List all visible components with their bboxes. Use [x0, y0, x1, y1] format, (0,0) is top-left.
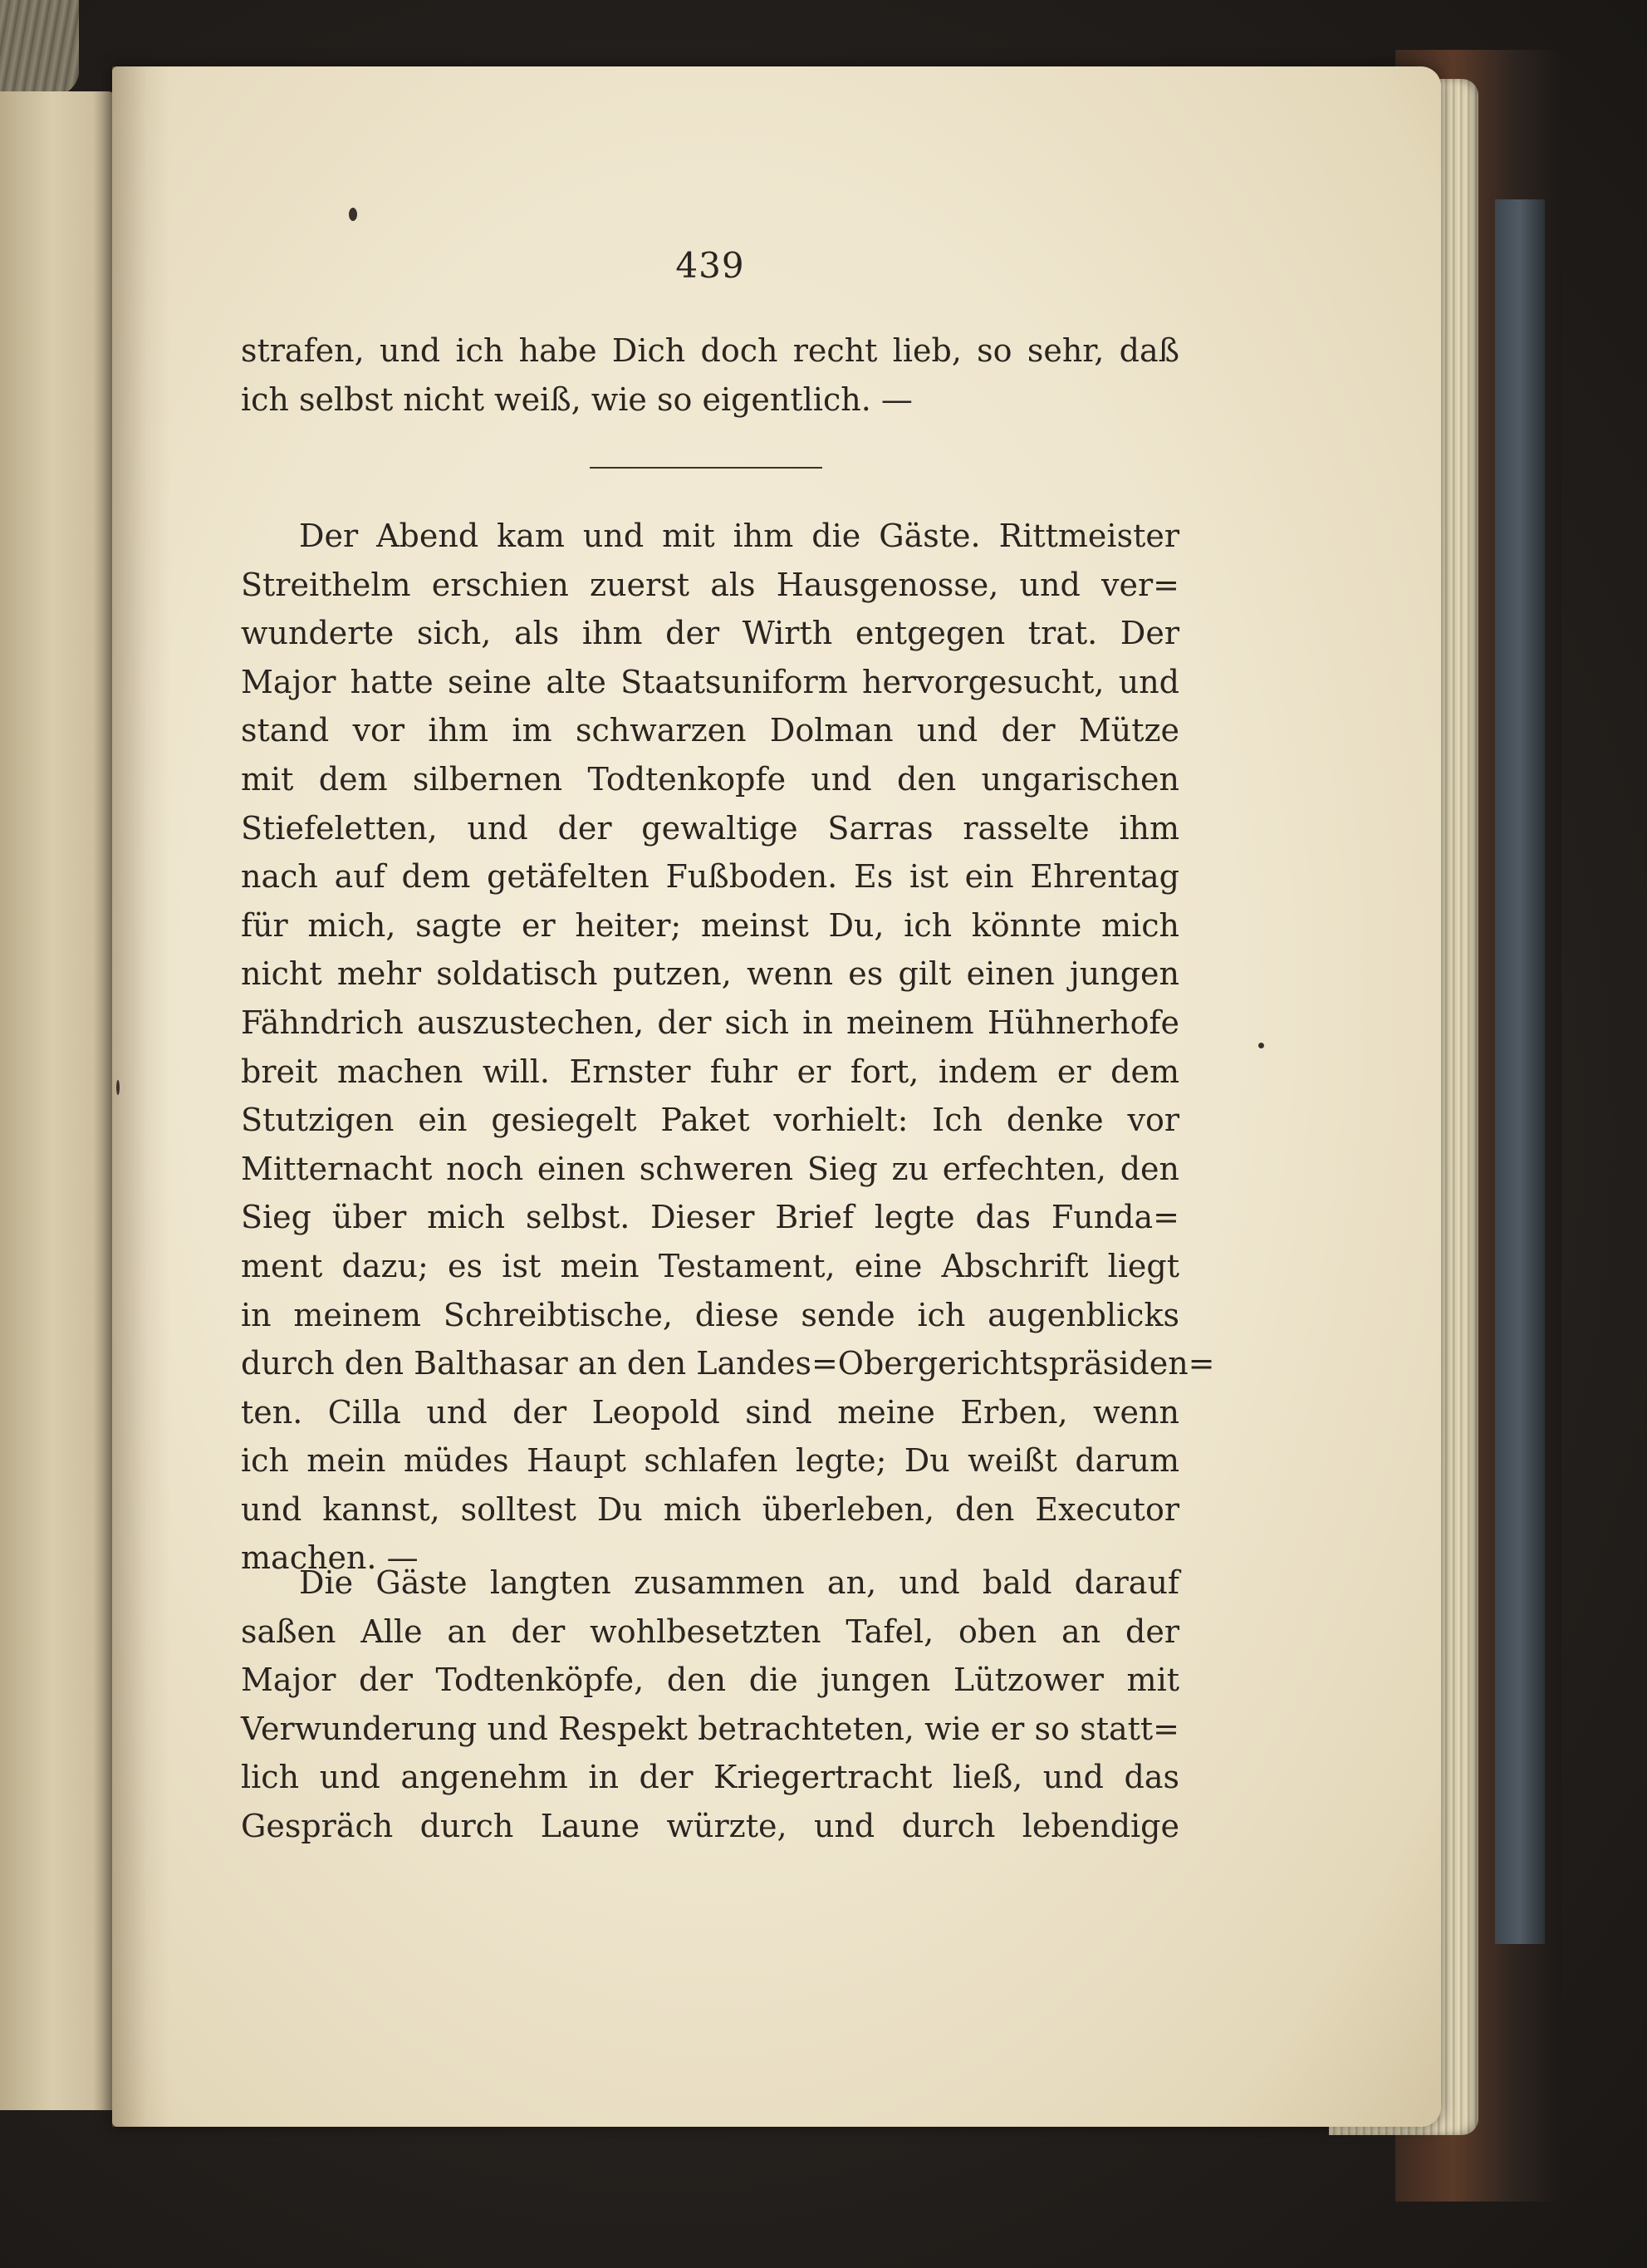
text-line: durch den Balthasar an den Landes=Obergerichtspräsiden=: [241, 1345, 1215, 1382]
text-line: stand vor ihm im schwarzen Dolman und der Mütze: [241, 712, 1179, 749]
text-line: lich und angenehm in der Kriegertracht ließ, und das: [241, 1759, 1179, 1796]
text-line: ten. Cilla und der Leopold sind meine Erben, wenn: [241, 1393, 1179, 1431]
text-line: Major hatte seine alte Staatsuniform hervorgesucht, und: [241, 663, 1179, 700]
text-line: für mich, sagte er heiter; meinst Du, ich könnte mich: [241, 906, 1179, 944]
cover-spine-edge: [1495, 199, 1545, 1944]
text-line: Fähndrich auszustechen, der sich in meinem Hühnerhofe: [241, 1004, 1179, 1041]
text-line: nach auf dem getäfelten Fußboden. Es ist ein Ehrentag: [241, 858, 1179, 896]
text-line: ment dazu; es ist mein Testament, eine Abschrift liegt: [241, 1247, 1179, 1284]
text-line: machen. —: [241, 1539, 419, 1577]
text-line: ich mein müdes Haupt schlafen legte; Du weißt darum: [241, 1442, 1179, 1480]
text-line: und kannst, solltest Du mich überleben, den Executor: [241, 1490, 1179, 1528]
paragraph-2: [241, 512, 1215, 1583]
text-line: breit machen will. Ernster fuhr er fort, indem er dem: [241, 1053, 1179, 1090]
verso-page-edge: [0, 91, 116, 2110]
paragraph-3: [241, 1559, 1179, 1851]
text-line: nicht mehr soldatisch putzen, wenn es gilt einen jungen: [241, 955, 1179, 993]
ink-speck: [349, 208, 357, 221]
text-line: in meinem Schreibtische, diese sende ich augenblicks: [241, 1296, 1179, 1333]
text-line: Mitternacht noch einen schweren Sieg zu erfechten, den: [241, 1150, 1179, 1187]
text-line: Gespräch durch Laune würzte, und durch lebendige: [241, 1807, 1179, 1844]
text-line: strafen, und ich habe Dich doch recht lieb, so sehr, daß: [241, 332, 1179, 369]
paragraph-1: [241, 326, 1179, 424]
page-gutter: [112, 66, 170, 2127]
text-line: Stutzigen ein gesiegelt Paket vorhielt: Ich denke vor: [241, 1102, 1179, 1139]
page-number: 439: [675, 245, 745, 286]
text-line: Major der Todtenköpfe, den die jungen Lützower mit: [241, 1662, 1179, 1699]
bookmark-ribbon: [0, 0, 79, 96]
text-line: Die Gäste langten zusammen an, und bald darauf: [299, 1564, 1179, 1601]
text-line: Stiefeletten, und der gewaltige Sarras rasselte ihm: [241, 809, 1179, 847]
text-line: wunderte sich, als ihm der Wirth entgegen trat. Der: [241, 615, 1179, 652]
text-line: Der Abend kam und mit ihm die Gäste. Rittmeister: [299, 518, 1179, 554]
text-line: Streithelm erschien zuerst als Hausgenosse, und ver=: [241, 566, 1179, 603]
ink-speck: [1258, 1043, 1264, 1048]
text-line: mit dem silbernen Todtenkopfe und den ungarischen: [241, 760, 1179, 798]
ink-speck: [116, 1080, 120, 1095]
section-divider: [590, 467, 822, 469]
text-line: saßen Alle an der wohlbesetzten Tafel, oben an der: [241, 1613, 1179, 1650]
text-line: Verwunderung und Respekt betrachteten, wie er so statt=: [241, 1710, 1179, 1747]
text-line: ich selbst nicht weiß, wie so eigentlich. —: [241, 380, 913, 418]
text-line: Sieg über mich selbst. Dieser Brief legte das Funda=: [241, 1199, 1179, 1236]
